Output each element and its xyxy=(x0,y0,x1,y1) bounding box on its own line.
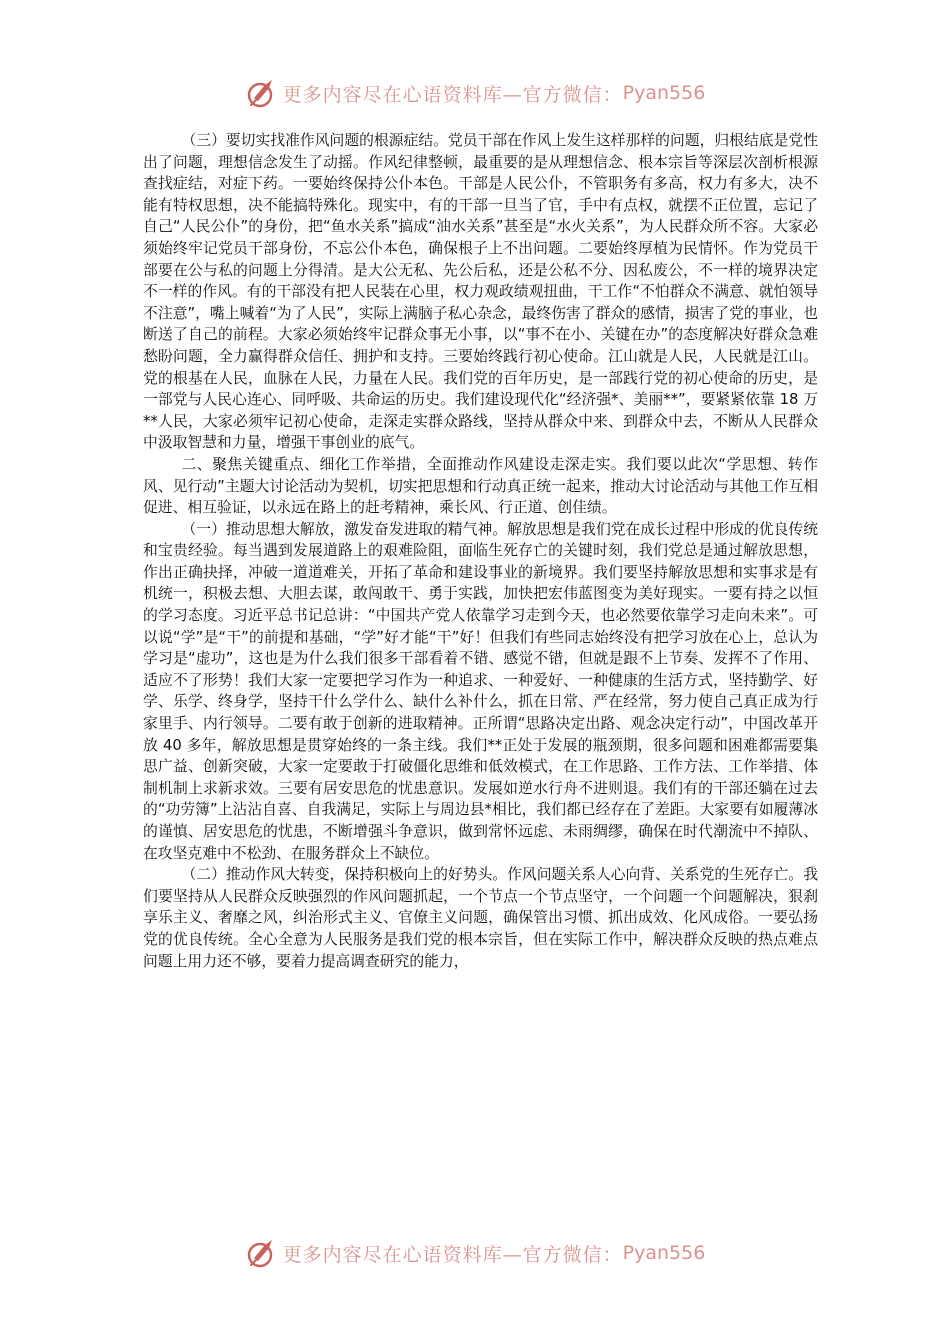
watermark-text: 更多内容尽在心语资料库—官方微信： xyxy=(282,83,623,106)
watermark-wechat-id: Pyan556 xyxy=(622,82,706,104)
watermark-text: 更多内容尽在心语资料库—官方微信： xyxy=(282,1243,623,1266)
pen-logo-icon xyxy=(245,76,279,110)
paragraph: （一）推动思想大解放，激发奋发进取的精气神。解放思想是我们党在成长过程中形成的优良传统和宝贵经验。每当遇到发展道路上的艰难险阻，面临生死存亡的关键时刻，我们党总是通过解放思想，作出正确抉择，冲破一道道难关，开拓了革命和建设事业的新境界。我们要坚持解放思想和实事求是有机统一，积极去想、大胆去谋，敢闯敢干、勇于实践，加快把宏伟蓝图变为美好现实。一要有持之以恒的学习态度。习近平总书记总讲：“中国共产党人依靠学习走到今天，也必然要依靠学习走向未来”。可以说“学”是“干”的前提和基础，“学”好才能“干”好！但我们有些同志始终没有把学习放在心上，总认为学习是“虚功”，这也是为什么我们很多干部看着不错、感觉不错，但就是跟不上节奏、发挥不了作用、适应不了形势！我们大家一定要把学习作为一种追求、一种爱好、一种健康的生活方式，坚持勤学、好学、乐学、终身学，坚持干什么学什么、缺什么补什么，抓在日常、严在经常，努力使自己真正成为行家里手、内行领导。二要有敢于创新的进取精神。正所谓“思路决定出路、观念决定行动”，中国改革开放 40 多年，解放思想是贯穿始终的一条主线。我们**正处于发展的瓶颈期，很多问题和困难都需要集思广益、创新突破，大家一定要敢于打破僵化思维和低效模式，在工作思路、工作方法、工作举措、体制机制上求新求效。三要有居安思危的忧患意识。发展如逆水行舟不进则退。我们有的干部还躺在过去的“功劳簿”上沾沾自喜、自我满足，实际上与周边县*相比，我们都已经存在了差距。大家要有如履薄冰的谨慎、居安思危的忧患，不断增强斗争意识，做到常怀远虑、未雨绸缪，确保在时代潮流中不掉队、在攻坚克难中不松劲、在服务群众上不缺位。 xyxy=(143,520,818,862)
watermark-header xyxy=(0,73,950,113)
document-body xyxy=(143,130,818,972)
paragraph: （三）要切实找准作风问题的根源症结。党员干部在作风上发生这样那样的问题，归根结底是党性出了问题，理想信念发生了动摇。作风纪律整顿，最重要的是从理想信念、根本宗旨等深层次剖析根源查找症结，对症下药。一要始终保持公仆本色。干部是人民公仆，不管职务有多高，权力有多大，决不能有特权思想，决不能搞特殊化。现实中，有的干部一旦当了官，手中有点权，就摆不正位置，忘记了自己“人民公仆”的身份，把“鱼水关系”搞成“油水关系”甚至是“水火关系”，为人民群众所不容。大家必须始终牢记党员干部身份，不忘公仆本色，确保根子上不出问题。二要始终厚植为民情怀。作为党员干部要在公与私的问题上分得清。是大公无私、先公后私，还是公私不分、因私废公，不一样的境界决定不一样的作风。有的干部没有把人民装在心里，权力观政绩观扭曲，干工作“不怕群众不满意、就怕领导不注意”，嘴上喊着“为了人民”，实际上满脑子私心杂念，最终伤害了群众的感情，损害了党的事业，也断送了自己的前程。大家必须始终牢记群众事无小事，以“事不在小、关键在办”的态度解决好群众急难愁盼问题，全力赢得群众信任、拥护和支持。三要始终践行初心使命。江山就是人民，人民就是江山。党的根基在人民，血脉在人民，力量在人民。我们党的百年历史，是一部践行党的初心使命的历史，是一部党与人民心连心、同呼吸、共命运的历史。我们建设现代化“经济强*、美丽**”，要紧紧依靠 18 万**人民，大家必须牢记初心使命，走深走实群众路线，坚持从群众中来、到群众中去，不断从人民群众中汲取智慧和力量，增强干事创业的底气。 xyxy=(143,132,818,452)
paragraph: （二）推动作风大转变，保持积极向上的好势头。作风问题关系人心向背、关系党的生死存亡。我们要坚持从人民群众反映强烈的作风问题抓起，一个节点一个节点坚守，一个问题一个问题解决，狠刹享乐主义、奢靡之风，纠治形式主义、官僚主义问题，确保管出习惯、抓出成效、化风成俗。一要弘扬党的优良传统。全心全意为人民服务是我们党的根本宗旨，但在实际工作中，解决群众反映的热点难点问题上用力还不够，要着力提高调查研究的能力， xyxy=(143,866,818,970)
watermark-wechat-id: Pyan556 xyxy=(622,1242,706,1264)
watermark-footer xyxy=(0,1233,950,1273)
pen-logo-icon xyxy=(245,1236,279,1270)
paragraph: 二、聚焦关键重点、细化工作举措，全面推动作风建设走深走实。我们要以此次“学思想、转作风、见行动”主题大讨论活动为契机，切实把思想和行动真正统一起来，推动大讨论活动与其他工作互相促进、相互验证，以永远在路上的赶考精神，乘长风、行正道、创佳绩。 xyxy=(143,455,818,517)
